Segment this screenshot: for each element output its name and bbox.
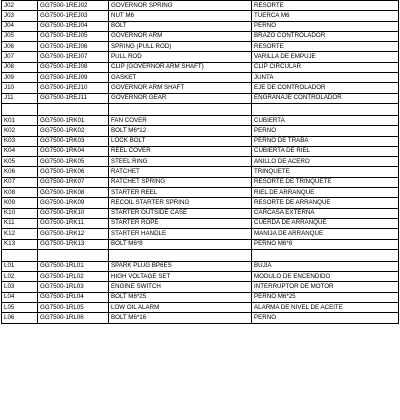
ref-code-cell: L04: [2, 292, 38, 302]
english-description-cell: CLIP (GOVERNOR ARM SHAFT): [109, 62, 252, 72]
ref-code-cell: J10: [2, 83, 38, 93]
spanish-description-cell: CARCASA EXTERNA: [252, 208, 399, 218]
ref-code-cell: K04: [2, 146, 38, 156]
english-description-cell: STARTER HANDLE: [109, 229, 252, 239]
ref-code-cell: J02: [2, 1, 38, 11]
ref-code-cell: J09: [2, 73, 38, 83]
table-row: [2, 282, 399, 292]
table-row: [2, 188, 399, 198]
ref-code-cell: K06: [2, 167, 38, 177]
english-description-cell: BOLT M6*25: [109, 292, 252, 302]
part-number-cell: GG7500-1RK07: [38, 177, 109, 187]
english-description-cell: RECOIL STARTER SPRING: [109, 198, 252, 208]
part-number-cell: GG7500-1RL01: [38, 261, 109, 271]
table-row: [2, 292, 399, 302]
part-number-cell: GG7500-1RK02: [38, 126, 109, 136]
spanish-description-cell: PERNO M6*25: [252, 292, 399, 302]
english-description-cell: GOVERNOR GEAR: [109, 93, 252, 103]
english-description-cell: LOW OIL ALARM: [109, 303, 252, 313]
table-row: [2, 167, 399, 177]
english-description-cell: [109, 249, 252, 261]
english-description-cell: PULL ROD: [109, 52, 252, 62]
part-number-cell: [38, 249, 109, 261]
table-row: [2, 239, 399, 249]
ref-code-cell: K12: [2, 229, 38, 239]
spanish-description-cell: RESORTE DE ARRANQUE: [252, 198, 399, 208]
english-description-cell: HIGH VOLTAGE SET: [109, 272, 252, 282]
part-number-cell: GG7500-1RL05: [38, 303, 109, 313]
table-row: [2, 146, 399, 156]
table-row: [2, 313, 399, 323]
spanish-description-cell: JUNTA: [252, 73, 399, 83]
english-description-cell: GOVERNOR ARM: [109, 31, 252, 41]
part-number-cell: GG7500-1REJ05: [38, 31, 109, 41]
table-row: [2, 229, 399, 239]
table-row: [2, 272, 399, 282]
part-number-cell: GG7500-1RK10: [38, 208, 109, 218]
ref-code-cell: J07: [2, 52, 38, 62]
table-row: [2, 93, 399, 103]
spanish-description-cell: PERNO: [252, 21, 399, 31]
table-row: [2, 126, 399, 136]
spanish-description-cell: CUBIERTA DE RIEL: [252, 146, 399, 156]
ref-code-cell: L03: [2, 282, 38, 292]
part-number-cell: GG7500-1RK09: [38, 198, 109, 208]
english-description-cell: GASKET: [109, 73, 252, 83]
table-row: [2, 73, 399, 83]
table-row: [2, 208, 399, 218]
ref-code-cell: L05: [2, 303, 38, 313]
table-row: [2, 261, 399, 271]
part-number-cell: GG7500-1RK01: [38, 115, 109, 125]
spanish-description-cell: PERNO: [252, 313, 399, 323]
part-number-cell: GG7500-1REJ06: [38, 42, 109, 52]
english-description-cell: STARTER ROPE: [109, 218, 252, 228]
table-row: [2, 157, 399, 167]
part-number-cell: GG7500-1REJ09: [38, 73, 109, 83]
english-description-cell: BOLT M6*8: [109, 239, 252, 249]
english-description-cell: SPARK PLUG BP6ES: [109, 261, 252, 271]
english-description-cell: BOLT M6*12: [109, 126, 252, 136]
table-row: [2, 198, 399, 208]
english-description-cell: BOLT: [109, 21, 252, 31]
spanish-description-cell: RESORTE: [252, 42, 399, 52]
part-number-cell: GG7500-1REJ04: [38, 21, 109, 31]
part-number-cell: GG7500-1REJ07: [38, 52, 109, 62]
table-row: [2, 1, 399, 11]
ref-code-cell: K10: [2, 208, 38, 218]
table-row: [2, 218, 399, 228]
table-row: [2, 136, 399, 146]
ref-code-cell: J06: [2, 42, 38, 52]
ref-code-cell: K09: [2, 198, 38, 208]
spanish-description-cell: RESORTE DE TRINQUETE: [252, 177, 399, 187]
spanish-description-cell: VARILLA DE EMPUJE: [252, 52, 399, 62]
spanish-description-cell: BUJIA: [252, 261, 399, 271]
blank-row: [2, 249, 399, 261]
english-description-cell: FAN COVER: [109, 115, 252, 125]
part-number-cell: GG7500-1REJ03: [38, 11, 109, 21]
ref-code-cell: [2, 249, 38, 261]
ref-code-cell: J03: [2, 11, 38, 21]
part-number-cell: GG7500-1RK05: [38, 157, 109, 167]
english-description-cell: RATCHET SPRING: [109, 177, 252, 187]
table-row: [2, 42, 399, 52]
spanish-description-cell: MANIJA DE ARRANQUE: [252, 229, 399, 239]
english-description-cell: REEL COVER: [109, 146, 252, 156]
table-row: [2, 52, 399, 62]
ref-code-cell: K07: [2, 177, 38, 187]
spanish-description-cell: ENGRANAJE CONTROLADOR: [252, 93, 399, 103]
english-description-cell: BOLT M6*16: [109, 313, 252, 323]
spanish-description-cell: TUERCA M6: [252, 11, 399, 21]
spanish-description-cell: CLIP CIRCULAR: [252, 62, 399, 72]
spanish-description-cell: [252, 103, 399, 115]
part-number-cell: GG7500-1RL06: [38, 313, 109, 323]
table-row: [2, 62, 399, 72]
spanish-description-cell: CUERDA DE ARRANQUE: [252, 218, 399, 228]
ref-code-cell: J08: [2, 62, 38, 72]
spanish-description-cell: CUBIERTA: [252, 115, 399, 125]
ref-code-cell: K08: [2, 188, 38, 198]
ref-code-cell: L02: [2, 272, 38, 282]
english-description-cell: RATCHET: [109, 167, 252, 177]
part-number-cell: GG7500-1RL02: [38, 272, 109, 282]
ref-code-cell: K11: [2, 218, 38, 228]
part-number-cell: GG7500-1RK04: [38, 146, 109, 156]
ref-code-cell: K03: [2, 136, 38, 146]
ref-code-cell: L01: [2, 261, 38, 271]
part-number-cell: GG7500-1RK03: [38, 136, 109, 146]
spanish-description-cell: RIEL DE ARRANQUE: [252, 188, 399, 198]
english-description-cell: LOCK BOLT: [109, 136, 252, 146]
part-number-cell: GG7500-1REJ10: [38, 83, 109, 93]
ref-code-cell: K01: [2, 115, 38, 125]
table-row: [2, 11, 399, 21]
table-row: [2, 31, 399, 41]
spanish-description-cell: EJE DE CONTROLADOR: [252, 83, 399, 93]
english-description-cell: STARTER REEL: [109, 188, 252, 198]
english-description-cell: NUT M6: [109, 11, 252, 21]
ref-code-cell: J05: [2, 31, 38, 41]
table-row: [2, 115, 399, 125]
part-number-cell: [38, 103, 109, 115]
english-description-cell: ENGINE SWITCH: [109, 282, 252, 292]
spanish-description-cell: ALARMA DE NIVEL DE ACEITE: [252, 303, 399, 313]
part-number-cell: GG7500-1RK13: [38, 239, 109, 249]
english-description-cell: STARTER OUTSIDE CASE: [109, 208, 252, 218]
ref-code-cell: J04: [2, 21, 38, 31]
table-row: [2, 177, 399, 187]
english-description-cell: SPRING (PULL ROD): [109, 42, 252, 52]
ref-code-cell: K13: [2, 239, 38, 249]
english-description-cell: STEEL RING: [109, 157, 252, 167]
parts-table-body: [2, 1, 399, 324]
blank-row: [2, 103, 399, 115]
part-number-cell: GG7500-1RK08: [38, 188, 109, 198]
ref-code-cell: J11: [2, 93, 38, 103]
table-row: [2, 21, 399, 31]
part-number-cell: GG7500-1REJ08: [38, 62, 109, 72]
english-description-cell: GOVERNOR ARM SHAFT: [109, 83, 252, 93]
english-description-cell: GOVERNOR SPRING: [109, 1, 252, 11]
spanish-description-cell: PERNO: [252, 126, 399, 136]
spanish-description-cell: PERNO M6*8: [252, 239, 399, 249]
spanish-description-cell: INTERRUPTOR DE MOTOR: [252, 282, 399, 292]
spanish-description-cell: [252, 249, 399, 261]
spanish-description-cell: MODULO DE ENCENDIDO: [252, 272, 399, 282]
ref-code-cell: K02: [2, 126, 38, 136]
table-row: [2, 83, 399, 93]
part-number-cell: GG7500-1RK11: [38, 218, 109, 228]
ref-code-cell: [2, 103, 38, 115]
spanish-description-cell: RESORTE: [252, 1, 399, 11]
part-number-cell: GG7500-1RL04: [38, 292, 109, 302]
table-row: [2, 303, 399, 313]
spanish-description-cell: ANILLO DE ACERO: [252, 157, 399, 167]
part-number-cell: GG7500-1RK12: [38, 229, 109, 239]
part-number-cell: GG7500-1REJ11: [38, 93, 109, 103]
part-number-cell: GG7500-1REJ02: [38, 1, 109, 11]
spanish-description-cell: PERNO DE TRABA: [252, 136, 399, 146]
part-number-cell: GG7500-1RL03: [38, 282, 109, 292]
ref-code-cell: K05: [2, 157, 38, 167]
spanish-description-cell: BRAZO CONTROLADOR: [252, 31, 399, 41]
parts-table: [1, 0, 399, 324]
part-number-cell: GG7500-1RK06: [38, 167, 109, 177]
ref-code-cell: L06: [2, 313, 38, 323]
english-description-cell: [109, 103, 252, 115]
spanish-description-cell: TRINQUETE: [252, 167, 399, 177]
